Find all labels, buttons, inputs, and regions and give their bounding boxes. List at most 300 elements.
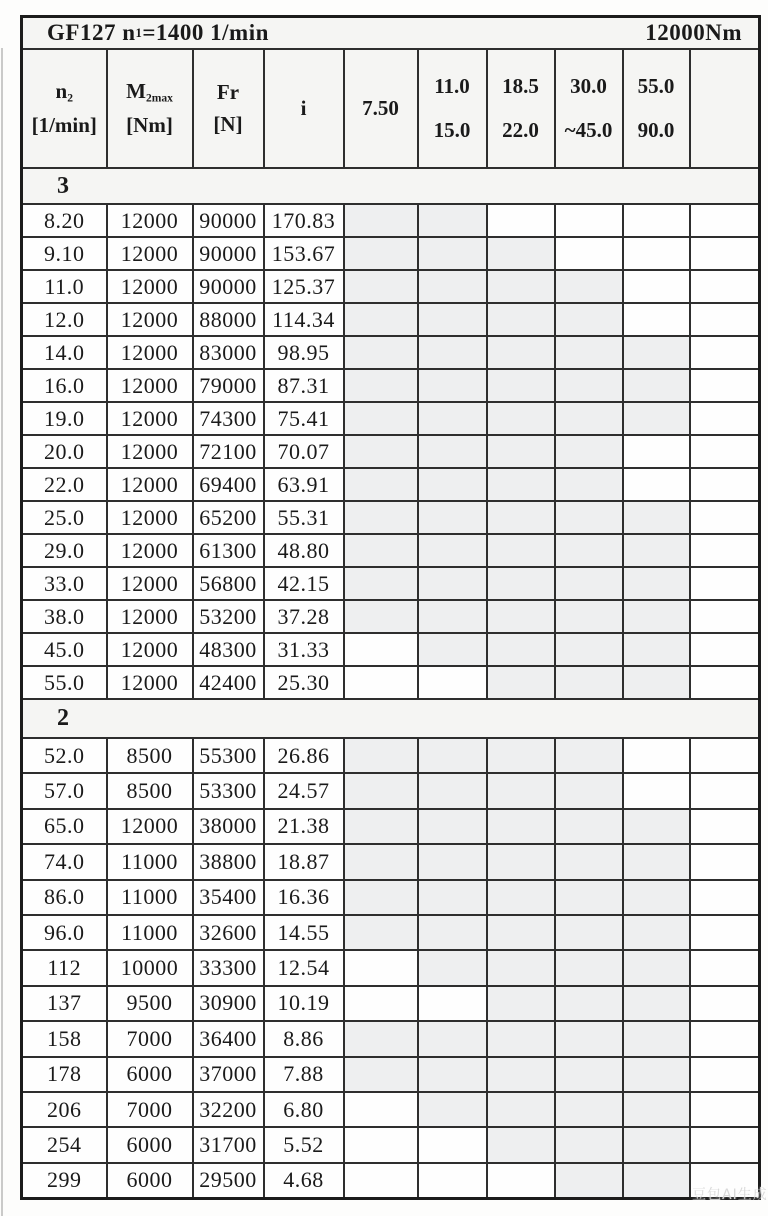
ratio-range-cell — [623, 1057, 690, 1092]
fr-cell: 74300 — [193, 402, 264, 435]
ratio-range-cell — [344, 773, 418, 808]
ratio-range-cell — [690, 534, 760, 567]
ratio-range-cell — [690, 950, 760, 985]
ratio-range-cell — [690, 844, 760, 879]
ratio-range-cell — [690, 915, 760, 950]
ratio-range-cell — [487, 270, 555, 303]
scan-edge-line — [1, 48, 3, 1216]
ratio-range-cell — [555, 1163, 623, 1199]
ratio-range-cell — [690, 880, 760, 915]
ratio-range-cell — [418, 270, 487, 303]
table-row — [22, 844, 760, 879]
ratio-range-cell — [344, 1092, 418, 1127]
n2-cell: 20.0 — [22, 435, 107, 468]
ratio-range-cell — [418, 880, 487, 915]
m2max-cell: 12000 — [107, 666, 193, 699]
fr-cell: 37000 — [193, 1057, 264, 1092]
ratio-range-cell — [487, 237, 555, 270]
col-header-ratio-30-45: 30.0 ~45.0 — [555, 49, 623, 168]
m2max-cell: 9500 — [107, 986, 193, 1021]
i-cell: 98.95 — [264, 336, 344, 369]
title-row — [22, 17, 760, 50]
table-row — [22, 270, 760, 303]
ratio-range-cell — [418, 950, 487, 985]
ratio-range-cell — [690, 435, 760, 468]
ratio-range-cell — [555, 915, 623, 950]
ratio-range-cell — [344, 1021, 418, 1056]
i-cell: 10.19 — [264, 986, 344, 1021]
ratio-range-cell — [690, 270, 760, 303]
m2max-cell: 12000 — [107, 369, 193, 402]
ratio-range-cell — [555, 303, 623, 336]
ratio-range-cell — [487, 1092, 555, 1127]
ratio-range-cell — [690, 468, 760, 501]
i-cell: 7.88 — [264, 1057, 344, 1092]
ratio-range-cell — [487, 369, 555, 402]
ratio-range-cell — [418, 501, 487, 534]
title-subscript: 1 — [135, 25, 143, 40]
m2max-cell: 12000 — [107, 534, 193, 567]
n2-cell: 299 — [22, 1163, 107, 1199]
n2-cell: 22.0 — [22, 468, 107, 501]
ratio-range-cell — [344, 534, 418, 567]
ratio-range-cell — [418, 1163, 487, 1199]
fr-cell: 53200 — [193, 600, 264, 633]
ratio-range-cell — [487, 738, 555, 773]
fr-cell: 42400 — [193, 666, 264, 699]
ratio-range-cell — [555, 633, 623, 666]
n2-cell: 29.0 — [22, 534, 107, 567]
ratio-range-cell — [555, 501, 623, 534]
m2max-cell: 12000 — [107, 402, 193, 435]
ratio-range-cell — [418, 435, 487, 468]
n2-cell: 86.0 — [22, 880, 107, 915]
i-cell: 63.91 — [264, 468, 344, 501]
i-cell: 75.41 — [264, 402, 344, 435]
ratio-range-cell — [487, 915, 555, 950]
n2-cell: 65.0 — [22, 809, 107, 844]
ratio-range-cell — [487, 435, 555, 468]
n2-cell: 33.0 — [22, 567, 107, 600]
ratio-range-cell — [418, 534, 487, 567]
ratio-range-cell — [555, 1127, 623, 1162]
ratio-range-cell — [487, 809, 555, 844]
ratio-range-cell — [487, 501, 555, 534]
ratio-range-cell — [555, 950, 623, 985]
col-header-n2: $n_2$ [1/min] — [22, 49, 107, 168]
ratio-range-cell — [623, 435, 690, 468]
ratio-range-cell — [690, 809, 760, 844]
ratio-range-cell — [418, 237, 487, 270]
table-row — [22, 1163, 760, 1199]
section-label: 3 — [22, 168, 760, 204]
fr-cell: 90000 — [193, 237, 264, 270]
ratio-range-cell — [555, 567, 623, 600]
m2max-cell: 11000 — [107, 915, 193, 950]
fr-cell: 72100 — [193, 435, 264, 468]
ratio-range-cell — [418, 1021, 487, 1056]
ratio-range-cell — [418, 336, 487, 369]
ratio-range-cell — [690, 773, 760, 808]
ratio-range-cell — [623, 1127, 690, 1162]
col-header-ratio-11-15: 11.0 15.0 — [418, 49, 487, 168]
ratio-range-cell — [344, 666, 418, 699]
i-cell: 170.83 — [264, 204, 344, 237]
ratio-range-cell — [555, 435, 623, 468]
ratio-range-cell — [418, 844, 487, 879]
ratio-range-cell — [487, 303, 555, 336]
ratio-range-cell — [344, 1057, 418, 1092]
ratio-range-cell — [487, 600, 555, 633]
ratio-range-cell — [623, 773, 690, 808]
ratio-range-cell — [623, 237, 690, 270]
m2max-cell: 12000 — [107, 567, 193, 600]
m2max-cell: 12000 — [107, 501, 193, 534]
ratio-range-cell — [487, 633, 555, 666]
m2max-cell: 8500 — [107, 773, 193, 808]
col-header-blank — [690, 49, 760, 168]
ratio-range-cell — [487, 402, 555, 435]
section-3 — [22, 168, 760, 699]
ratio-range-cell — [623, 567, 690, 600]
ratio-range-cell — [690, 738, 760, 773]
fr-cell: 35400 — [193, 880, 264, 915]
ratio-range-cell — [418, 666, 487, 699]
i-cell: 18.87 — [264, 844, 344, 879]
ratio-range-cell — [555, 270, 623, 303]
ratio-range-cell — [623, 501, 690, 534]
section-label: 2 — [22, 699, 760, 738]
ratio-range-cell — [623, 880, 690, 915]
ratio-range-cell — [690, 303, 760, 336]
ratio-range-cell — [623, 369, 690, 402]
table-row — [22, 534, 760, 567]
i-cell: 14.55 — [264, 915, 344, 950]
i-cell: 70.07 — [264, 435, 344, 468]
n2-cell: 254 — [22, 1127, 107, 1162]
fr-cell: 53300 — [193, 773, 264, 808]
m2max-cell: 7000 — [107, 1092, 193, 1127]
m2max-cell: 10000 — [107, 950, 193, 985]
n2-cell: 38.0 — [22, 600, 107, 633]
i-cell: 25.30 — [264, 666, 344, 699]
m2max-cell: 12000 — [107, 633, 193, 666]
fr-cell: 55300 — [193, 738, 264, 773]
ratio-range-cell — [623, 468, 690, 501]
ratio-range-cell — [555, 1021, 623, 1056]
section-header-row — [22, 699, 760, 738]
fr-cell: 90000 — [193, 204, 264, 237]
i-cell: 153.67 — [264, 237, 344, 270]
table-row — [22, 204, 760, 237]
table-row — [22, 880, 760, 915]
i-cell: 31.33 — [264, 633, 344, 666]
ratio-range-cell — [690, 336, 760, 369]
ratio-range-cell — [623, 738, 690, 773]
ratio-range-cell — [555, 600, 623, 633]
ratio-range-cell — [690, 1057, 760, 1092]
ratio-range-cell — [487, 950, 555, 985]
ratio-range-cell — [555, 1092, 623, 1127]
table-row — [22, 369, 760, 402]
table-row — [22, 950, 760, 985]
ratio-range-cell — [690, 1092, 760, 1127]
ratio-range-cell — [418, 633, 487, 666]
ratio-range-cell — [555, 204, 623, 237]
ratio-range-cell — [344, 1127, 418, 1162]
ratio-range-cell — [487, 773, 555, 808]
ratio-range-cell — [487, 468, 555, 501]
m2max-cell: 6000 — [107, 1057, 193, 1092]
m2max-cell: 7000 — [107, 1021, 193, 1056]
ratio-range-cell — [623, 1163, 690, 1199]
ratio-range-cell — [555, 534, 623, 567]
gear-spec-table — [20, 15, 761, 1200]
ratio-range-cell — [623, 1021, 690, 1056]
n2-cell: 112 — [22, 950, 107, 985]
ratio-range-cell — [344, 600, 418, 633]
ratio-range-cell — [344, 844, 418, 879]
table-row — [22, 501, 760, 534]
ratio-range-cell — [344, 237, 418, 270]
table-row — [22, 567, 760, 600]
m2max-cell: 12000 — [107, 435, 193, 468]
ratio-range-cell — [690, 204, 760, 237]
ratio-range-cell — [344, 501, 418, 534]
ratio-range-cell — [344, 633, 418, 666]
ratio-range-cell — [418, 468, 487, 501]
ratio-range-cell — [623, 1092, 690, 1127]
table-row — [22, 402, 760, 435]
n2-cell: 178 — [22, 1057, 107, 1092]
ratio-range-cell — [344, 369, 418, 402]
ratio-range-cell — [555, 738, 623, 773]
ratio-range-cell — [555, 369, 623, 402]
fr-cell: 30900 — [193, 986, 264, 1021]
table-row — [22, 915, 760, 950]
table-row — [22, 738, 760, 773]
ratio-range-cell — [344, 336, 418, 369]
ratio-range-cell — [344, 986, 418, 1021]
ratio-range-cell — [418, 369, 487, 402]
ratio-range-cell — [344, 468, 418, 501]
ratio-range-cell — [623, 600, 690, 633]
ratio-range-cell — [623, 534, 690, 567]
col-header-ratio-185-22: 18.5 22.0 — [487, 49, 555, 168]
i-cell: 87.31 — [264, 369, 344, 402]
table-row — [22, 633, 760, 666]
ratio-range-cell — [418, 204, 487, 237]
m2max-cell: 11000 — [107, 880, 193, 915]
ratio-range-cell — [555, 809, 623, 844]
ratio-range-cell — [690, 666, 760, 699]
col-header-ratio-750: 7.50 — [344, 49, 418, 168]
fr-cell: 29500 — [193, 1163, 264, 1199]
ratio-range-cell — [555, 666, 623, 699]
i-cell: 16.36 — [264, 880, 344, 915]
ratio-range-cell — [418, 915, 487, 950]
n2-cell: 14.0 — [22, 336, 107, 369]
ratio-range-cell — [555, 237, 623, 270]
table-row — [22, 1127, 760, 1162]
table-row — [22, 336, 760, 369]
ratio-range-cell — [487, 1021, 555, 1056]
table-row — [22, 1021, 760, 1056]
fr-cell: 61300 — [193, 534, 264, 567]
i-cell: 5.52 — [264, 1127, 344, 1162]
fr-cell: 69400 — [193, 468, 264, 501]
ratio-range-cell — [344, 738, 418, 773]
ratio-range-cell — [487, 1127, 555, 1162]
ratio-range-cell — [690, 1127, 760, 1162]
m2max-cell: 8500 — [107, 738, 193, 773]
i-cell: 42.15 — [264, 567, 344, 600]
m2max-cell: 12000 — [107, 468, 193, 501]
ratio-range-cell — [344, 204, 418, 237]
i-cell: 26.86 — [264, 738, 344, 773]
fr-cell: 48300 — [193, 633, 264, 666]
i-cell: 37.28 — [264, 600, 344, 633]
fr-cell: 31700 — [193, 1127, 264, 1162]
m2max-cell: 12000 — [107, 336, 193, 369]
i-cell: 114.34 — [264, 303, 344, 336]
n2-cell: 52.0 — [22, 738, 107, 773]
table-row — [22, 237, 760, 270]
fr-cell: 88000 — [193, 303, 264, 336]
ratio-range-cell — [623, 204, 690, 237]
table-row — [22, 773, 760, 808]
ratio-range-cell — [690, 369, 760, 402]
fr-cell: 65200 — [193, 501, 264, 534]
ratio-range-cell — [690, 237, 760, 270]
ratio-range-cell — [690, 567, 760, 600]
n2-cell: 158 — [22, 1021, 107, 1056]
section-2 — [22, 699, 760, 1199]
ratio-range-cell — [623, 950, 690, 985]
ratio-range-cell — [418, 738, 487, 773]
i-cell: 48.80 — [264, 534, 344, 567]
table-row — [22, 986, 760, 1021]
ratio-range-cell — [690, 501, 760, 534]
col-header-fr: Fr [N] — [193, 49, 264, 168]
ratio-range-cell — [487, 844, 555, 879]
ratio-range-cell — [344, 303, 418, 336]
ratio-range-cell — [487, 534, 555, 567]
i-cell: 12.54 — [264, 950, 344, 985]
fr-cell: 38000 — [193, 809, 264, 844]
ratio-range-cell — [623, 986, 690, 1021]
n2-cell: 96.0 — [22, 915, 107, 950]
ratio-range-cell — [623, 844, 690, 879]
ratio-range-cell — [690, 633, 760, 666]
ratio-range-cell — [344, 270, 418, 303]
table-title — [47, 18, 269, 48]
ratio-range-cell — [690, 986, 760, 1021]
table-row — [22, 600, 760, 633]
ratio-range-cell — [344, 915, 418, 950]
ratio-range-cell — [344, 567, 418, 600]
ratio-range-cell — [487, 1163, 555, 1199]
ratio-range-cell — [623, 809, 690, 844]
n2-cell: 12.0 — [22, 303, 107, 336]
m2max-cell: 12000 — [107, 303, 193, 336]
ratio-range-cell — [344, 950, 418, 985]
m2max-cell: 6000 — [107, 1127, 193, 1162]
ratio-range-cell — [690, 402, 760, 435]
ratio-range-cell — [418, 809, 487, 844]
ratio-range-cell — [555, 986, 623, 1021]
m2max-cell: 6000 — [107, 1163, 193, 1199]
col-header-ratio-55-90: 55.0 90.0 — [623, 49, 690, 168]
ratio-range-cell — [555, 880, 623, 915]
m2max-cell: 12000 — [107, 204, 193, 237]
table-row — [22, 1057, 760, 1092]
ratio-range-cell — [487, 986, 555, 1021]
table-row — [22, 468, 760, 501]
ratio-range-cell — [418, 1127, 487, 1162]
table-row — [22, 809, 760, 844]
ratio-range-cell — [418, 402, 487, 435]
i-cell: 4.68 — [264, 1163, 344, 1199]
m2max-cell: 11000 — [107, 844, 193, 879]
ratio-range-cell — [555, 336, 623, 369]
ratio-range-cell — [344, 402, 418, 435]
torque-rating: 12000Nm — [645, 20, 743, 45]
ratio-range-cell — [555, 844, 623, 879]
ratio-range-cell — [418, 567, 487, 600]
ratio-range-cell — [344, 435, 418, 468]
n2-cell: 8.20 — [22, 204, 107, 237]
ratio-range-cell — [555, 1057, 623, 1092]
i-cell: 8.86 — [264, 1021, 344, 1056]
ratio-range-cell — [555, 773, 623, 808]
table-row — [22, 435, 760, 468]
fr-cell: 38800 — [193, 844, 264, 879]
ratio-range-cell — [344, 809, 418, 844]
i-cell: 125.37 — [264, 270, 344, 303]
i-cell: 21.38 — [264, 809, 344, 844]
fr-cell: 36400 — [193, 1021, 264, 1056]
column-header-row — [22, 49, 760, 168]
ratio-range-cell — [555, 402, 623, 435]
ratio-range-cell — [487, 567, 555, 600]
ratio-range-cell — [418, 773, 487, 808]
ratio-range-cell — [623, 402, 690, 435]
n2-cell: 137 — [22, 986, 107, 1021]
m2max-cell: 12000 — [107, 237, 193, 270]
table-row — [22, 1092, 760, 1127]
ratio-range-cell — [418, 1092, 487, 1127]
n2-cell: 74.0 — [22, 844, 107, 879]
ratio-range-cell — [555, 468, 623, 501]
n2-cell: 19.0 — [22, 402, 107, 435]
ratio-range-cell — [623, 915, 690, 950]
ratio-range-cell — [418, 986, 487, 1021]
table-head — [22, 17, 760, 169]
fr-cell: 33300 — [193, 950, 264, 985]
title-speed: =1400 1/min — [142, 20, 269, 45]
fr-cell: 79000 — [193, 369, 264, 402]
ratio-range-cell — [623, 303, 690, 336]
table-row — [22, 666, 760, 699]
n2-cell: 9.10 — [22, 237, 107, 270]
section-header-row — [22, 168, 760, 204]
n2-cell: 25.0 — [22, 501, 107, 534]
n2-cell: 57.0 — [22, 773, 107, 808]
ratio-range-cell — [623, 270, 690, 303]
ratio-range-cell — [487, 666, 555, 699]
table-row — [22, 303, 760, 336]
